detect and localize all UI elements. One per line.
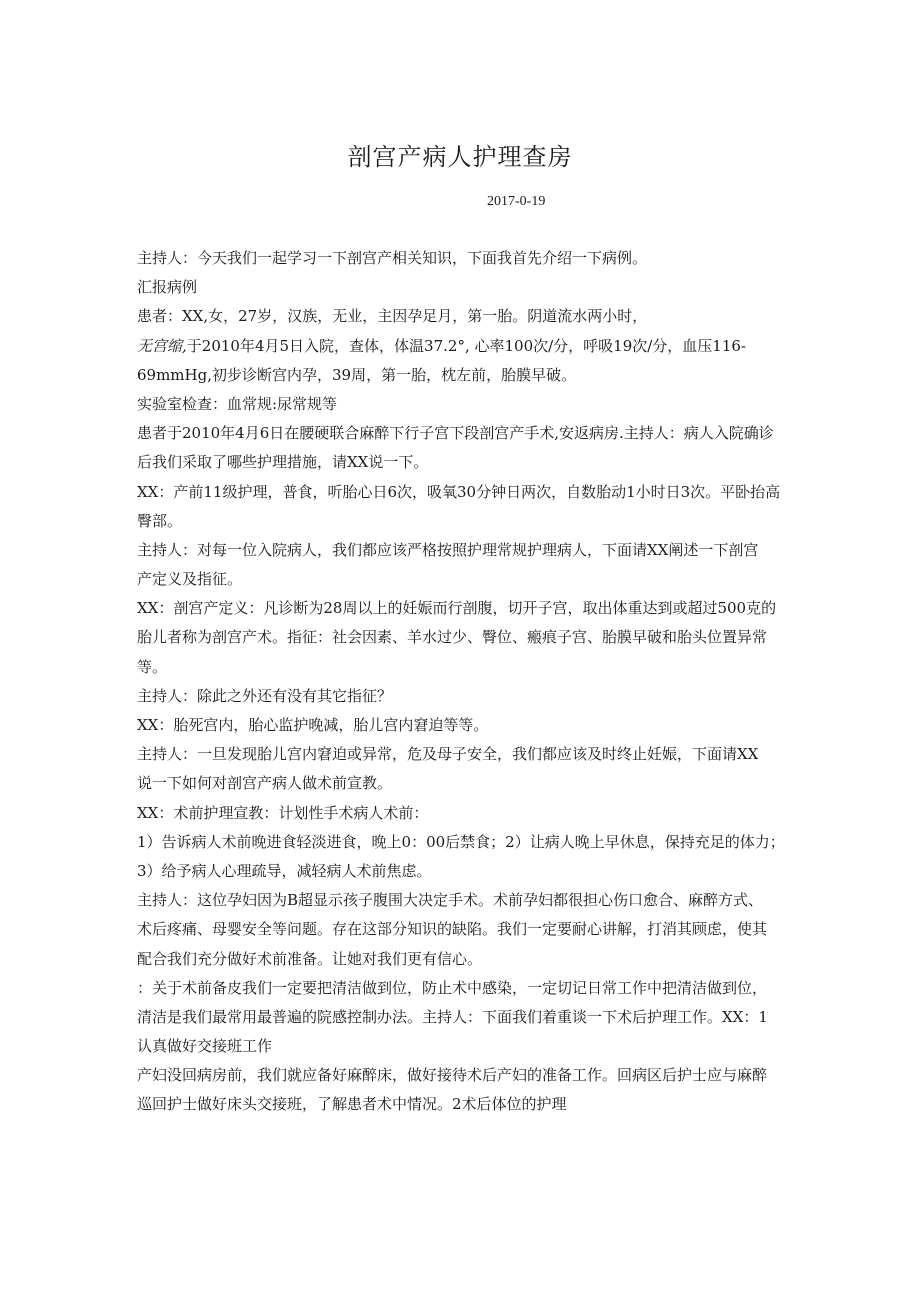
text-line: 配合我们充分做好术前准备。让她对我们更有信心。: [137, 949, 483, 968]
document-date: 2017-0-19: [487, 194, 546, 209]
text-line: [137, 332, 790, 361]
text-line: XX：产前11级护理，普食，听胎心日6次，吸氧30分钟日两次，自数胎动1小时日3次。平卧抬高: [137, 482, 781, 501]
text-line: 臀部。: [137, 511, 183, 530]
text-line: 1）告诉病人术前晚进食轻淡进食，晚上0：00后禁食；2）让病人晚上早休息，保持充足的体力；: [137, 832, 785, 851]
text-line: 实验室检查：血常规:尿常规等: [137, 394, 338, 413]
italic-phrase: 无宫缩,: [137, 336, 187, 355]
text-line: 患者于2010年4月6日在腰硬联合麻醉下行子宫下段剖宫产手术,安返病房.主持人：病人入院确诊: [137, 424, 774, 443]
text-line: 产妇没回病房前，我们就应备好麻醉床，做好接待术后产妇的准备工作。回病区后护士应与麻醉: [137, 1066, 768, 1085]
text-line: 主持人：这位孕妇因为B超显示孩子腹围大决定手术。术前孕妇都很担心伤口愈合、麻醉方式、: [137, 891, 764, 910]
text-line: 巡回护士做好床头交接班，了解患者术中情况。2术后体位的护理: [137, 1095, 567, 1114]
text-line: 认真做好交接班工作: [137, 1037, 273, 1056]
line-text: 于2010年4月5日入院，查体，体温37.2°, 心率100次/分，呼吸19次/分，血压116-: [186, 336, 747, 355]
text-line: XX：剖宫产定义：凡诊断为28周以上的妊娠而行剖腹，切开子宫，取出体重达到或超过500克的: [137, 599, 777, 618]
text-line: 汇报病例: [137, 278, 198, 297]
text-line: 后我们采取了哪些护理措施，请XX说一下。: [137, 453, 429, 472]
text-line: XX：术前护理宣教：计划性手术病人术前：: [137, 803, 429, 822]
text-line: 主持人：一旦发现胎儿宫内窘迫或异常，危及母子安全，我们都应该及时终止妊娠，下面请XX: [137, 745, 759, 764]
text-line: 说一下如何对剖宫产病人做术前宣教。: [137, 774, 393, 793]
text-line: 等。: [137, 657, 168, 676]
document-title: 剖宫产病人护理查房: [347, 143, 573, 171]
text-line: 产定义及指征。: [137, 570, 243, 589]
text-line: 69mmHg,初步诊断宫内孕，39周，第一胎，枕左前，胎膜早破。: [137, 365, 577, 384]
text-line: 胎儿者称为剖宫产术。指征：社会因素、羊水过少、臀位、瘢痕子宫、胎膜早破和胎头位置异常: [137, 628, 768, 647]
text-line: 清洁是我们最常用最普遍的院感控制办法。主持人：下面我们着重谈一下术后护理工作。XX：1: [137, 1007, 768, 1026]
text-line: 术后疼痛、母婴安全等问题。存在这部分知识的缺陷。我们一定要耐心讲解，打消其顾虑，使其: [137, 920, 768, 939]
document-body: [137, 244, 790, 1120]
text-line: 患者：XX,女，27岁，汉族，无业，主因孕足月，第一胎。阴道流水两小时，: [137, 307, 648, 326]
text-line: 主持人：除此之外还有没有其它指征？: [137, 686, 393, 705]
text-line: 3）给予病人心理疏导，减轻病人术前焦虑。: [137, 861, 432, 880]
text-line: ：关于术前备皮我们一定要把清洁做到位，防止术中感染，一定切记日常工作中把清洁做到位，: [137, 978, 768, 997]
text-line: 主持人：对每一位入院病人，我们都应该严格按照护理常规护理病人，下面请XX阐述一下剖宫: [137, 540, 759, 559]
text-line: 主持人：今天我们一起学习一下剖宫产相关知识，下面我首先介绍一下病例。: [137, 249, 648, 267]
text-line: XX：胎死宫内，胎心监护晚减，胎儿宫内窘迫等等。: [137, 716, 489, 734]
